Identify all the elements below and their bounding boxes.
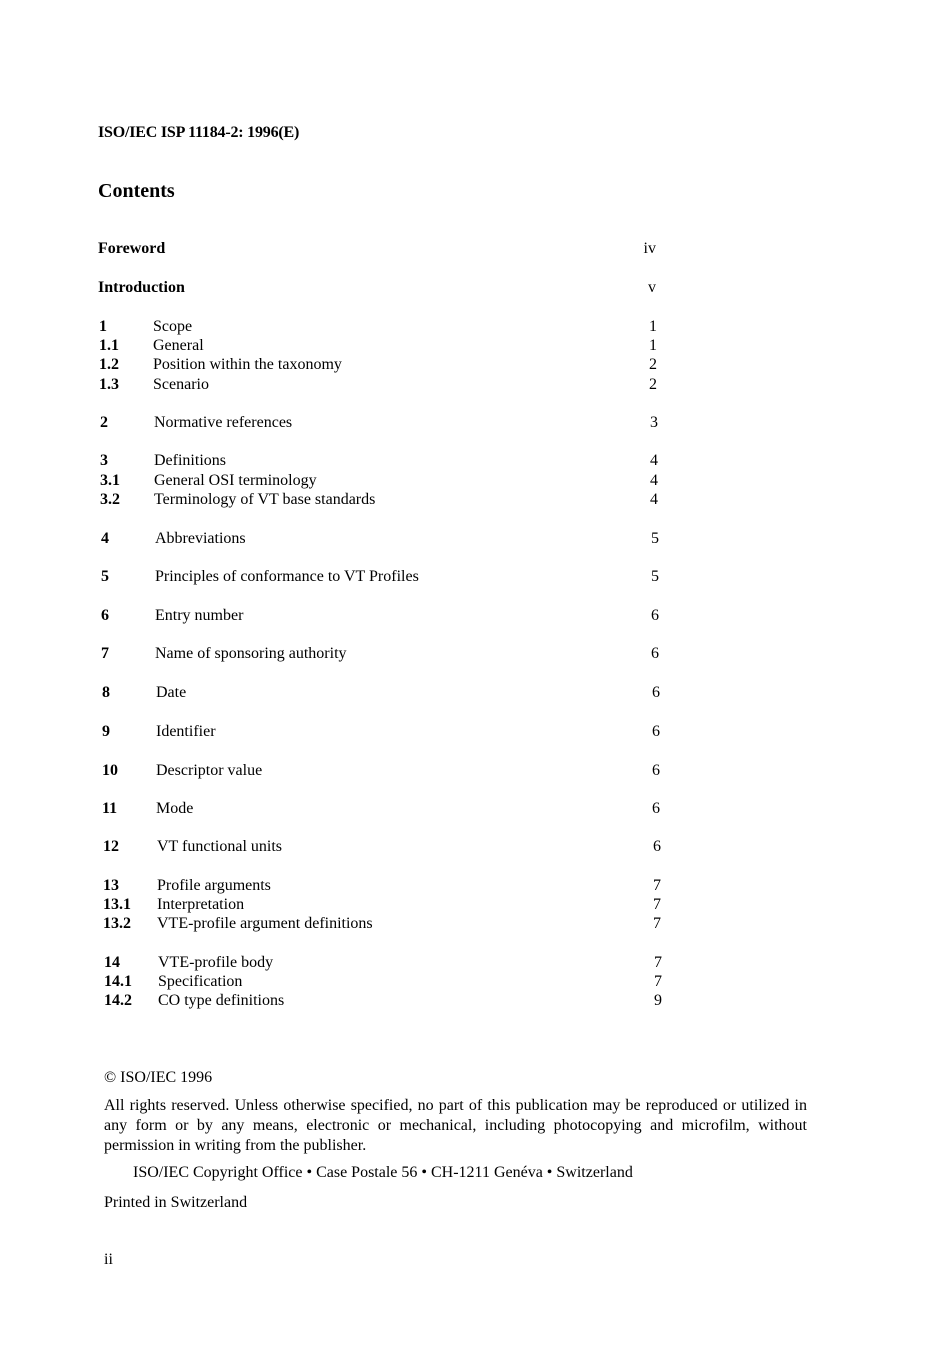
toc-entry-title: Entry number: [155, 607, 244, 624]
copyright-notice: © ISO/IEC 1996: [104, 1069, 213, 1086]
toc-entry: [0, 722, 950, 742]
toc-entry: [0, 683, 950, 703]
toc-entry: [0, 471, 950, 491]
toc-entry: [0, 953, 950, 973]
toc-entry: [0, 972, 950, 992]
toc-entry-number: 1: [99, 318, 107, 335]
toc-entry-title: Identifier: [156, 723, 216, 740]
toc-entry-page: 4: [650, 452, 658, 469]
toc-entry-page: 9: [654, 992, 662, 1009]
toc-entry: [0, 567, 950, 587]
toc-entry: [0, 239, 950, 259]
toc-entry-page: iv: [643, 240, 656, 257]
toc-entry-number: 12: [103, 838, 119, 855]
toc-entry-title: Normative references: [154, 414, 293, 431]
copyright-office-address: ISO/IEC Copyright Office • Case Postale 56 • CH-1211 Genéva • Switzerland: [133, 1164, 633, 1181]
toc-entry-page: 6: [652, 684, 660, 701]
toc-entry-title: VTE-profile argument definitions: [157, 915, 373, 932]
toc-entry: [0, 837, 950, 857]
toc-entry-number: 1.2: [99, 356, 119, 373]
toc-entry: [0, 799, 950, 819]
toc-entry: [0, 529, 950, 549]
toc-entry-page: 7: [653, 896, 661, 913]
toc-entry: [0, 895, 950, 915]
toc-entry-title: Mode: [156, 800, 194, 817]
toc-entry: [0, 355, 950, 375]
toc-entry: [0, 451, 950, 471]
toc-entry-page: 6: [651, 607, 659, 624]
toc-entry-title: General: [153, 337, 204, 354]
toc-entry-title: Foreword: [98, 240, 166, 257]
toc-entry-number: 11: [102, 800, 118, 817]
toc-entry-title: Name of sponsoring authority: [155, 645, 347, 662]
toc-entry-title: Introduction: [98, 279, 185, 296]
toc-entry: [0, 761, 950, 781]
toc-entry-title: Descriptor value: [156, 762, 263, 779]
toc-entry-page: 7: [654, 954, 662, 971]
toc-entry-title: Scenario: [153, 376, 209, 393]
toc-entry-page: 4: [650, 472, 658, 489]
page-number: ii: [104, 1251, 113, 1268]
rights-statement: All rights reserved. Unless otherwise specified, no part of this publication may be reproduced or utilized in any form or by any means, electronic or mechanical, including photocopying and microfilm, without permission in writing from the publisher.: [104, 1097, 807, 1154]
contents-title: Contents: [98, 180, 175, 202]
toc-entry-page: 6: [653, 838, 661, 855]
toc-entry-title: Date: [156, 684, 187, 701]
toc-entry-page: 6: [652, 723, 660, 740]
toc-entry-title: Terminology of VT base standards: [154, 491, 376, 508]
toc-entry-title: General OSI terminology: [154, 472, 317, 489]
toc-entry-title: Definitions: [154, 452, 226, 469]
toc-entry-page: 2: [649, 376, 657, 393]
toc-entry-number: 6: [101, 607, 109, 624]
toc-entry-number: 8: [102, 684, 110, 701]
toc-entry-title: Scope: [153, 318, 193, 335]
toc-entry-title: Principles of conformance to VT Profiles: [155, 568, 419, 585]
toc-entry-page: 1: [649, 337, 657, 354]
toc-entry-page: 7: [653, 877, 661, 894]
toc-entry-page: 3: [650, 414, 658, 431]
toc-entry-number: 13: [103, 877, 119, 894]
toc-entry-page: 4: [650, 491, 658, 508]
toc-entry: [0, 606, 950, 626]
toc-entry-title: Interpretation: [157, 896, 245, 913]
toc-entry-title: Profile arguments: [157, 877, 271, 894]
toc-entry-number: 13.2: [103, 915, 131, 932]
toc-entry-title: CO type definitions: [158, 992, 285, 1009]
toc-entry-number: 3.2: [100, 491, 120, 508]
toc-entry-number: 3.1: [100, 472, 120, 489]
toc-entry-page: 5: [651, 530, 659, 547]
toc-entry-title: VT functional units: [157, 838, 283, 855]
toc-entry-number: 10: [102, 762, 118, 779]
toc-entry: [0, 375, 950, 395]
toc-entry: [0, 278, 950, 298]
toc-entry: [0, 413, 950, 433]
toc-entry-number: 14.2: [104, 992, 132, 1009]
toc-entry: [0, 336, 950, 356]
toc-entry-title: Position within the taxonomy: [153, 356, 342, 373]
toc-entry-title: Abbreviations: [155, 530, 246, 547]
toc-entry-page: 7: [653, 915, 661, 932]
toc-entry-title: VTE-profile body: [158, 954, 274, 971]
toc-entry-number: 14.1: [104, 973, 132, 990]
toc-entry-page: 5: [651, 568, 659, 585]
toc-entry-number: 1.1: [99, 337, 119, 354]
toc-entry-page: 6: [652, 800, 660, 817]
printed-location: Printed in Switzerland: [104, 1194, 248, 1211]
toc-entry-number: 4: [101, 530, 109, 547]
toc-entry: [0, 876, 950, 896]
toc-entry: [0, 317, 950, 337]
toc-entry: [0, 490, 950, 510]
toc-entry-page: 7: [654, 973, 662, 990]
toc-entry: [0, 914, 950, 934]
toc-entry-page: 6: [652, 762, 660, 779]
document-id: ISO/IEC ISP 11184-2: 1996(E): [98, 124, 300, 141]
toc-entry-number: 2: [100, 414, 108, 431]
toc-entry-number: 13.1: [103, 896, 131, 913]
toc-entry-number: 14: [104, 954, 120, 971]
toc-entry: [0, 991, 950, 1011]
toc-entry-page: 2: [649, 356, 657, 373]
toc-entry: [0, 644, 950, 664]
toc-entry-page: 6: [651, 645, 659, 662]
toc-entry-number: 3: [100, 452, 108, 469]
toc-entry-page: 1: [649, 318, 657, 335]
toc-entry-number: 7: [101, 645, 109, 662]
toc-entry-title: Specification: [158, 973, 243, 990]
toc-entry-page: v: [648, 279, 656, 296]
toc-entry-number: 5: [101, 568, 109, 585]
toc-entry-number: 1.3: [99, 376, 119, 393]
toc-entry-number: 9: [102, 723, 110, 740]
